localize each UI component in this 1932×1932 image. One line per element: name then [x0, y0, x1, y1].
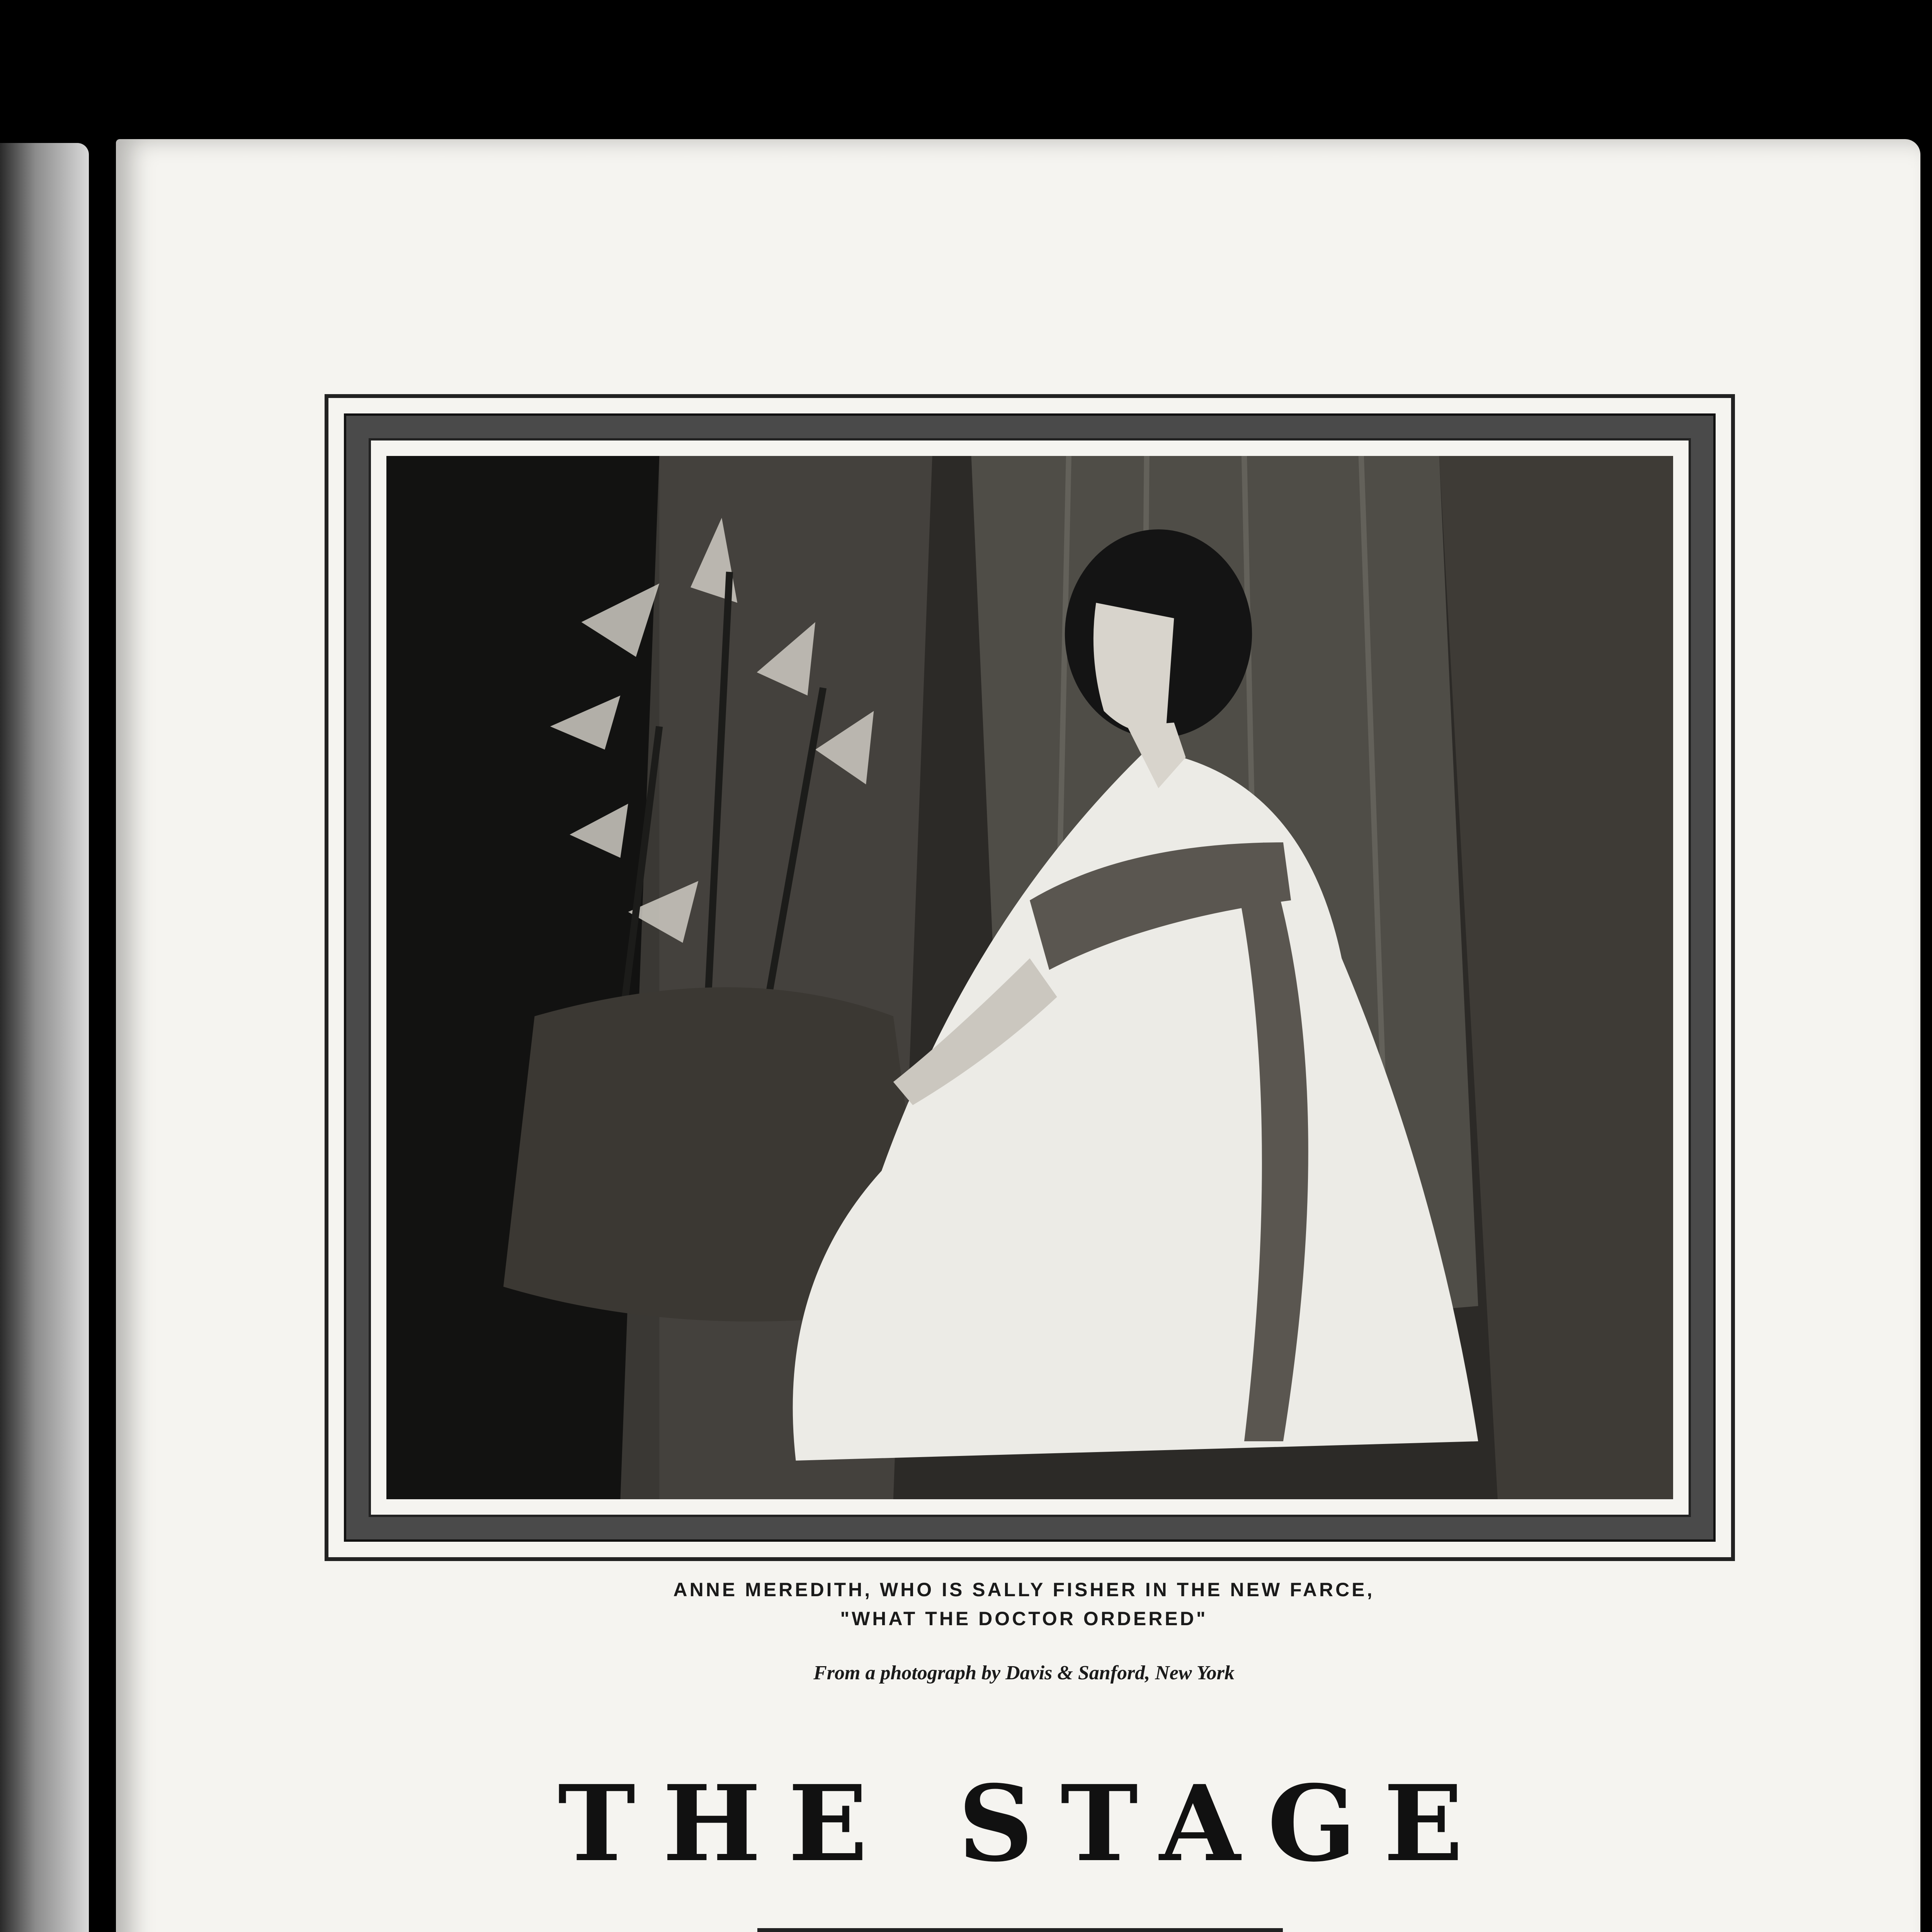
photo-caption-line-1: ANNE MEREDITH, WHO IS SALLY FISHER IN THE NEW FARCE, — [673, 1579, 1375, 1600]
photo-caption-line-2: "WHAT THE DOCTOR ORDERED" — [840, 1608, 1208, 1629]
photo-frame — [325, 394, 1735, 1561]
title-rule — [757, 1928, 1283, 1932]
photo-frame-mat — [369, 438, 1691, 1517]
photo-frame-band — [344, 413, 1716, 1542]
article-title: THE STAGE — [558, 1762, 1490, 1885]
portrait-illustration — [386, 456, 1673, 1499]
photo-credit: From a photograph by Davis & Sanford, New York — [813, 1662, 1235, 1684]
facing-page-edge — [0, 143, 89, 1932]
portrait-photograph — [386, 456, 1673, 1499]
